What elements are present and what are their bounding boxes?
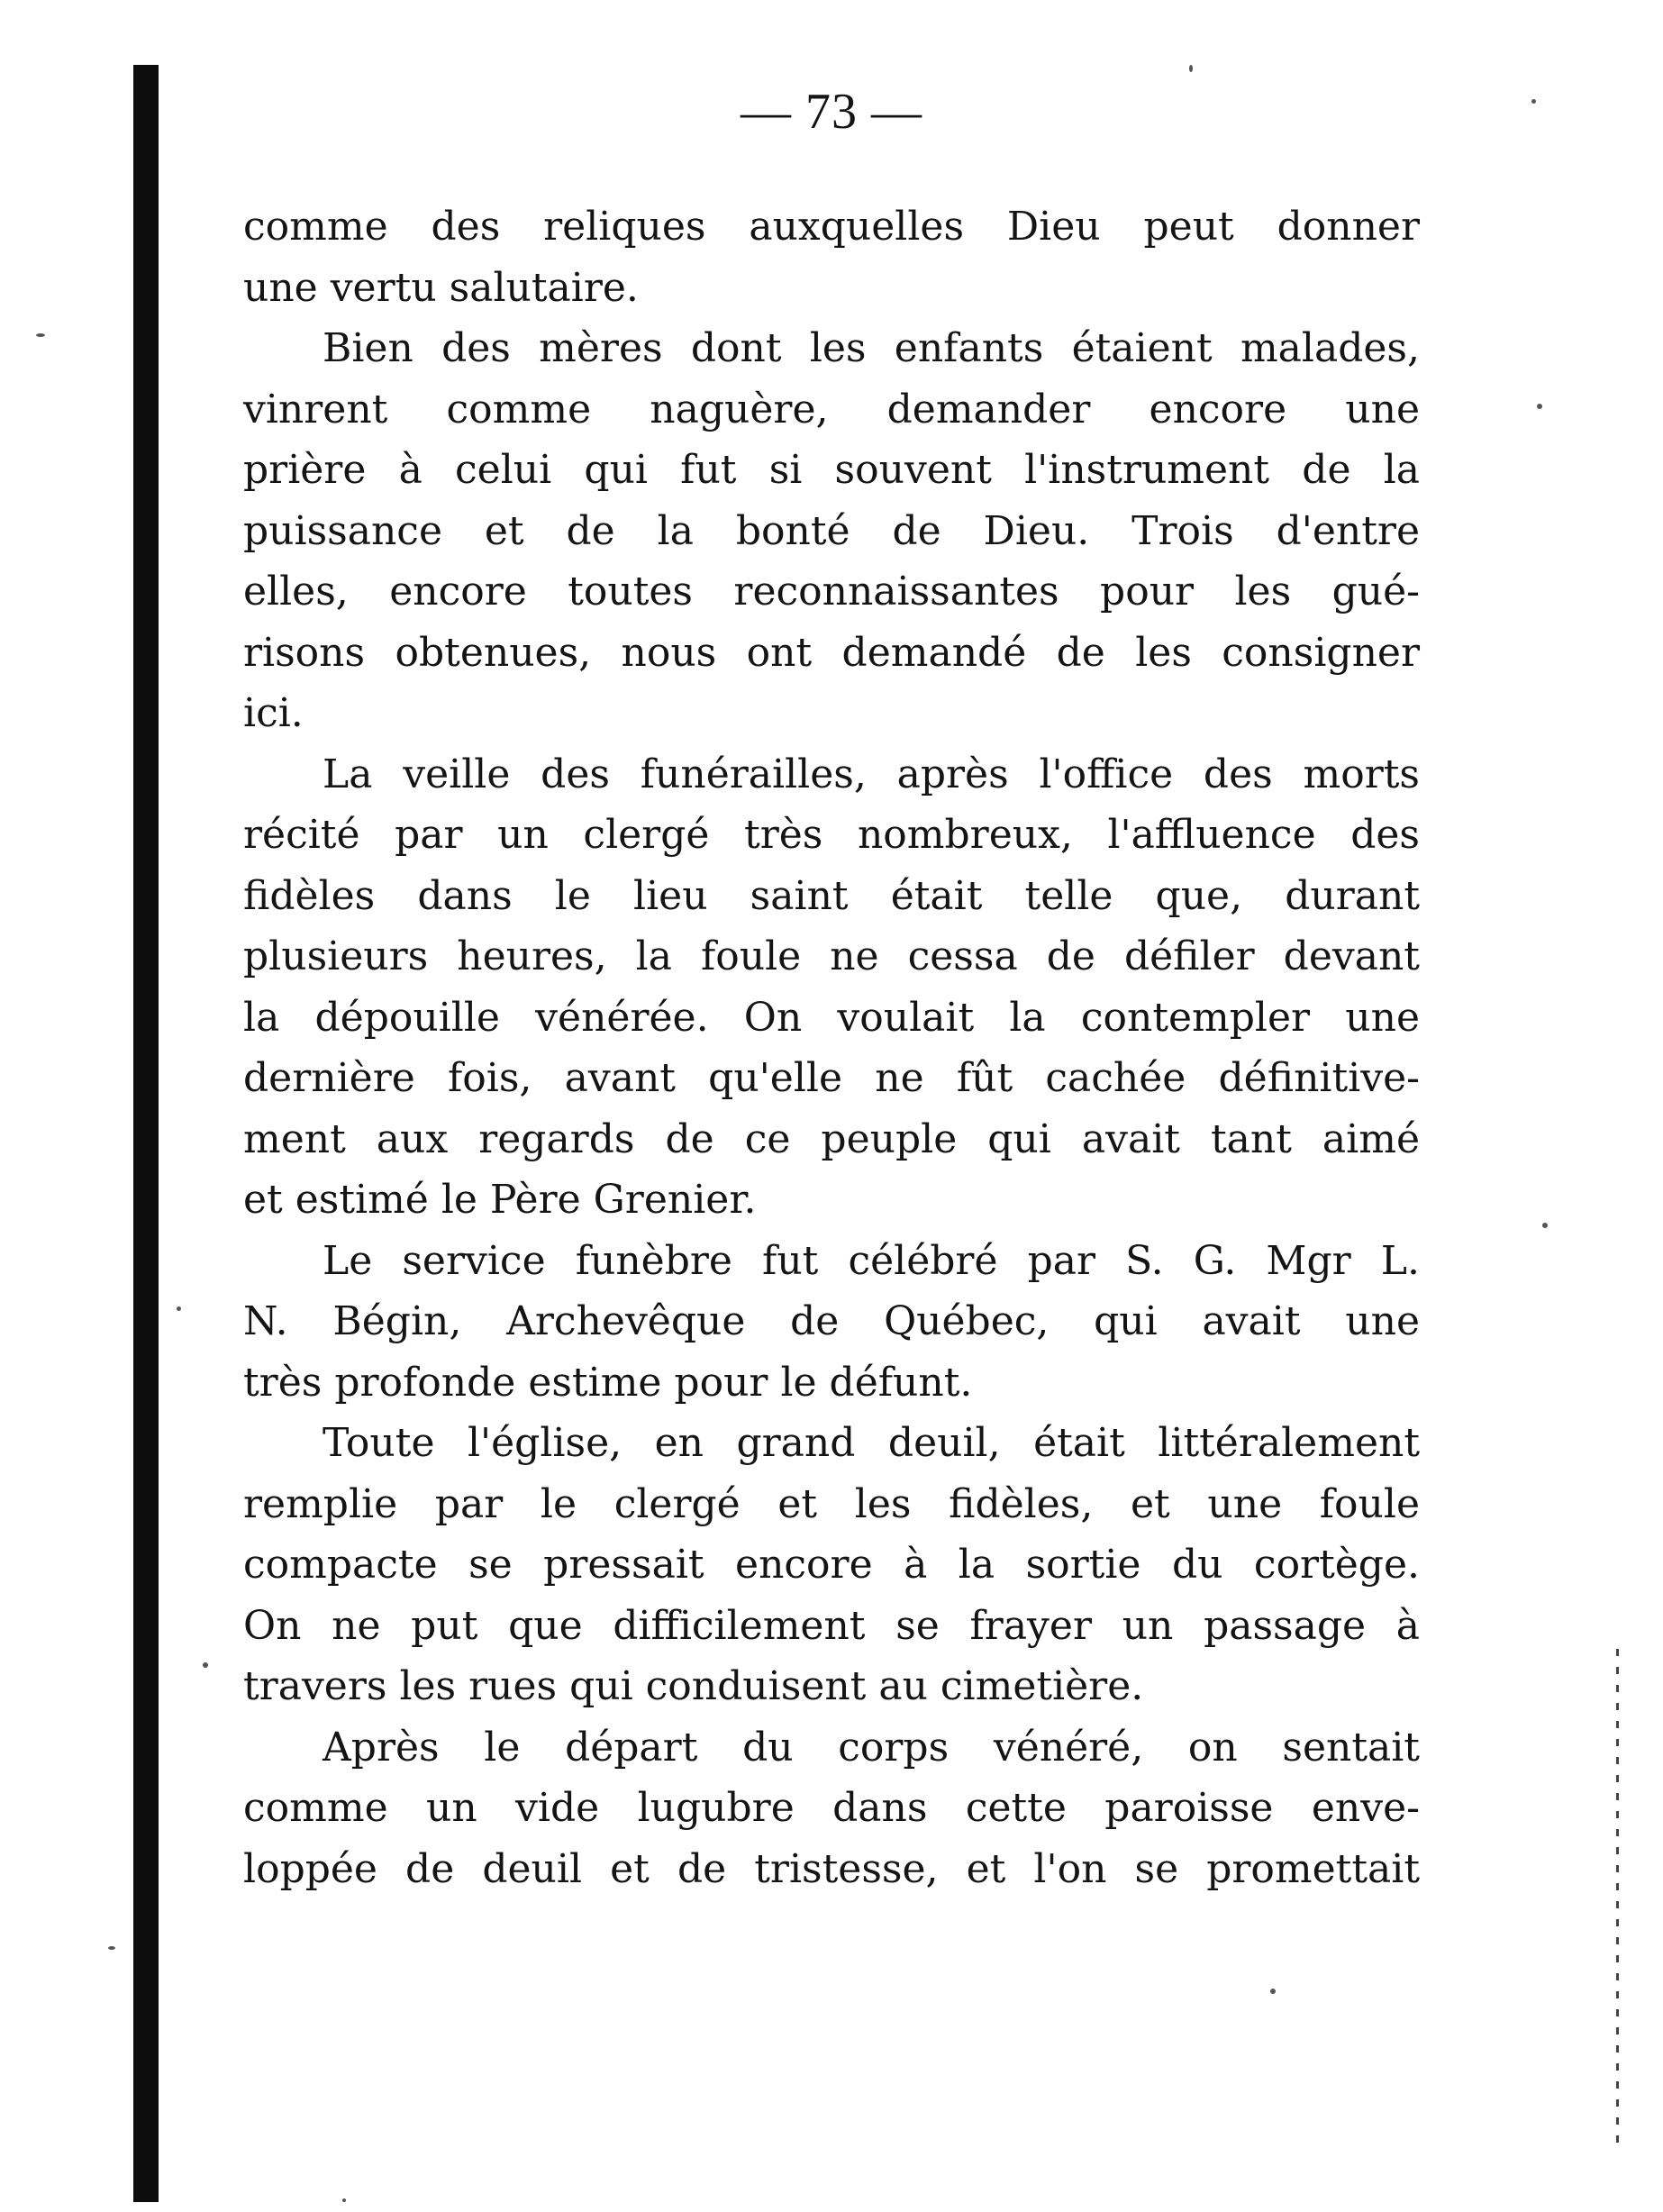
scan-speck xyxy=(203,1662,208,1668)
text-line: Après le départ du corps vénéré, on sentait xyxy=(323,1724,1420,1771)
scan-speck xyxy=(36,333,45,337)
scan-speck xyxy=(177,1306,181,1311)
scan-speck xyxy=(1537,404,1542,409)
text-line: prière à celui qui fut si souvent l'instrument de la xyxy=(243,447,1420,493)
body-text xyxy=(243,196,1420,1899)
text-line: récité par un clergé très nombreux, l'affluence des xyxy=(243,812,1420,858)
paragraph-2 xyxy=(243,318,1420,744)
text-line: loppée de deuil et de tristesse, et l'on se promettait xyxy=(243,1845,1420,1892)
text-line: très profonde estime pour le défunt. xyxy=(243,1359,973,1406)
text-line: comme un vide lugubre dans cette paroisse enve- xyxy=(243,1785,1420,1831)
text-line: risons obtenues, nous ont demandé de les consigner xyxy=(243,629,1420,676)
scan-speck xyxy=(108,1946,115,1950)
text-line: ici. xyxy=(243,690,304,736)
scan-speck xyxy=(1531,99,1536,104)
scan-speck xyxy=(1270,1989,1276,1994)
text-line: On ne put que difficilement se frayer un passage à xyxy=(243,1602,1420,1649)
text-line: elles, encore toutes reconnaissantes pour les gué- xyxy=(243,569,1420,614)
text-line: puissance et de la bonté de Dieu. Trois d'entre xyxy=(243,507,1420,554)
margin-marks xyxy=(1616,1649,1619,2153)
text-line: dernière fois, avant qu'elle ne fût cachée définitive- xyxy=(243,1055,1420,1101)
text-line: et estimé le Père Grenier. xyxy=(243,1177,757,1223)
text-line: comme des reliques auxquelles Dieu peut donner xyxy=(243,204,1420,250)
text-line: ment aux regards de ce peuple qui avait tant aimé xyxy=(243,1115,1420,1162)
text-line: Le service funèbre fut célébré par S. G. Mgr L. xyxy=(323,1237,1420,1284)
text-line: vinrent comme naguère, demander encore une xyxy=(243,386,1420,432)
text-line: travers les rues qui conduisent au cimetière. xyxy=(243,1663,1144,1709)
text-line: fidèles dans le lieu saint était telle que, durant xyxy=(243,872,1420,919)
text-line: la dépouille vénérée. On voulait la contempler une xyxy=(243,994,1420,1041)
paragraph-5 xyxy=(243,1413,1420,1717)
text-line: Bien des mères dont les enfants étaient malades, xyxy=(323,325,1420,371)
scan-speck xyxy=(1542,1223,1548,1228)
paragraph-6 xyxy=(243,1717,1420,1900)
text-line: Toute l'église, en grand deuil, était littéralement xyxy=(323,1420,1420,1466)
text-line: compacte se pressait encore à la sortie du cortège. xyxy=(243,1542,1420,1588)
paragraph-4 xyxy=(243,1231,1420,1414)
text-line: plusieurs heures, la foule ne cessa de défiler devant xyxy=(243,933,1420,979)
page-number: — 73 — xyxy=(741,84,922,140)
binding-edge xyxy=(133,65,159,2202)
paragraph-3 xyxy=(243,744,1420,1231)
text-line: une vertu salutaire. xyxy=(243,264,639,311)
text-line: remplie par le clergé et les fidèles, et une foule xyxy=(243,1480,1420,1527)
text-line: N. Bégin, Archevêque de Québec, qui avait une xyxy=(243,1298,1420,1344)
paragraph-1 xyxy=(243,196,1420,318)
scan-speck xyxy=(342,2198,346,2202)
scan-speck xyxy=(1189,65,1193,72)
text-line: La veille des funérailles, après l'office des morts xyxy=(323,751,1420,797)
